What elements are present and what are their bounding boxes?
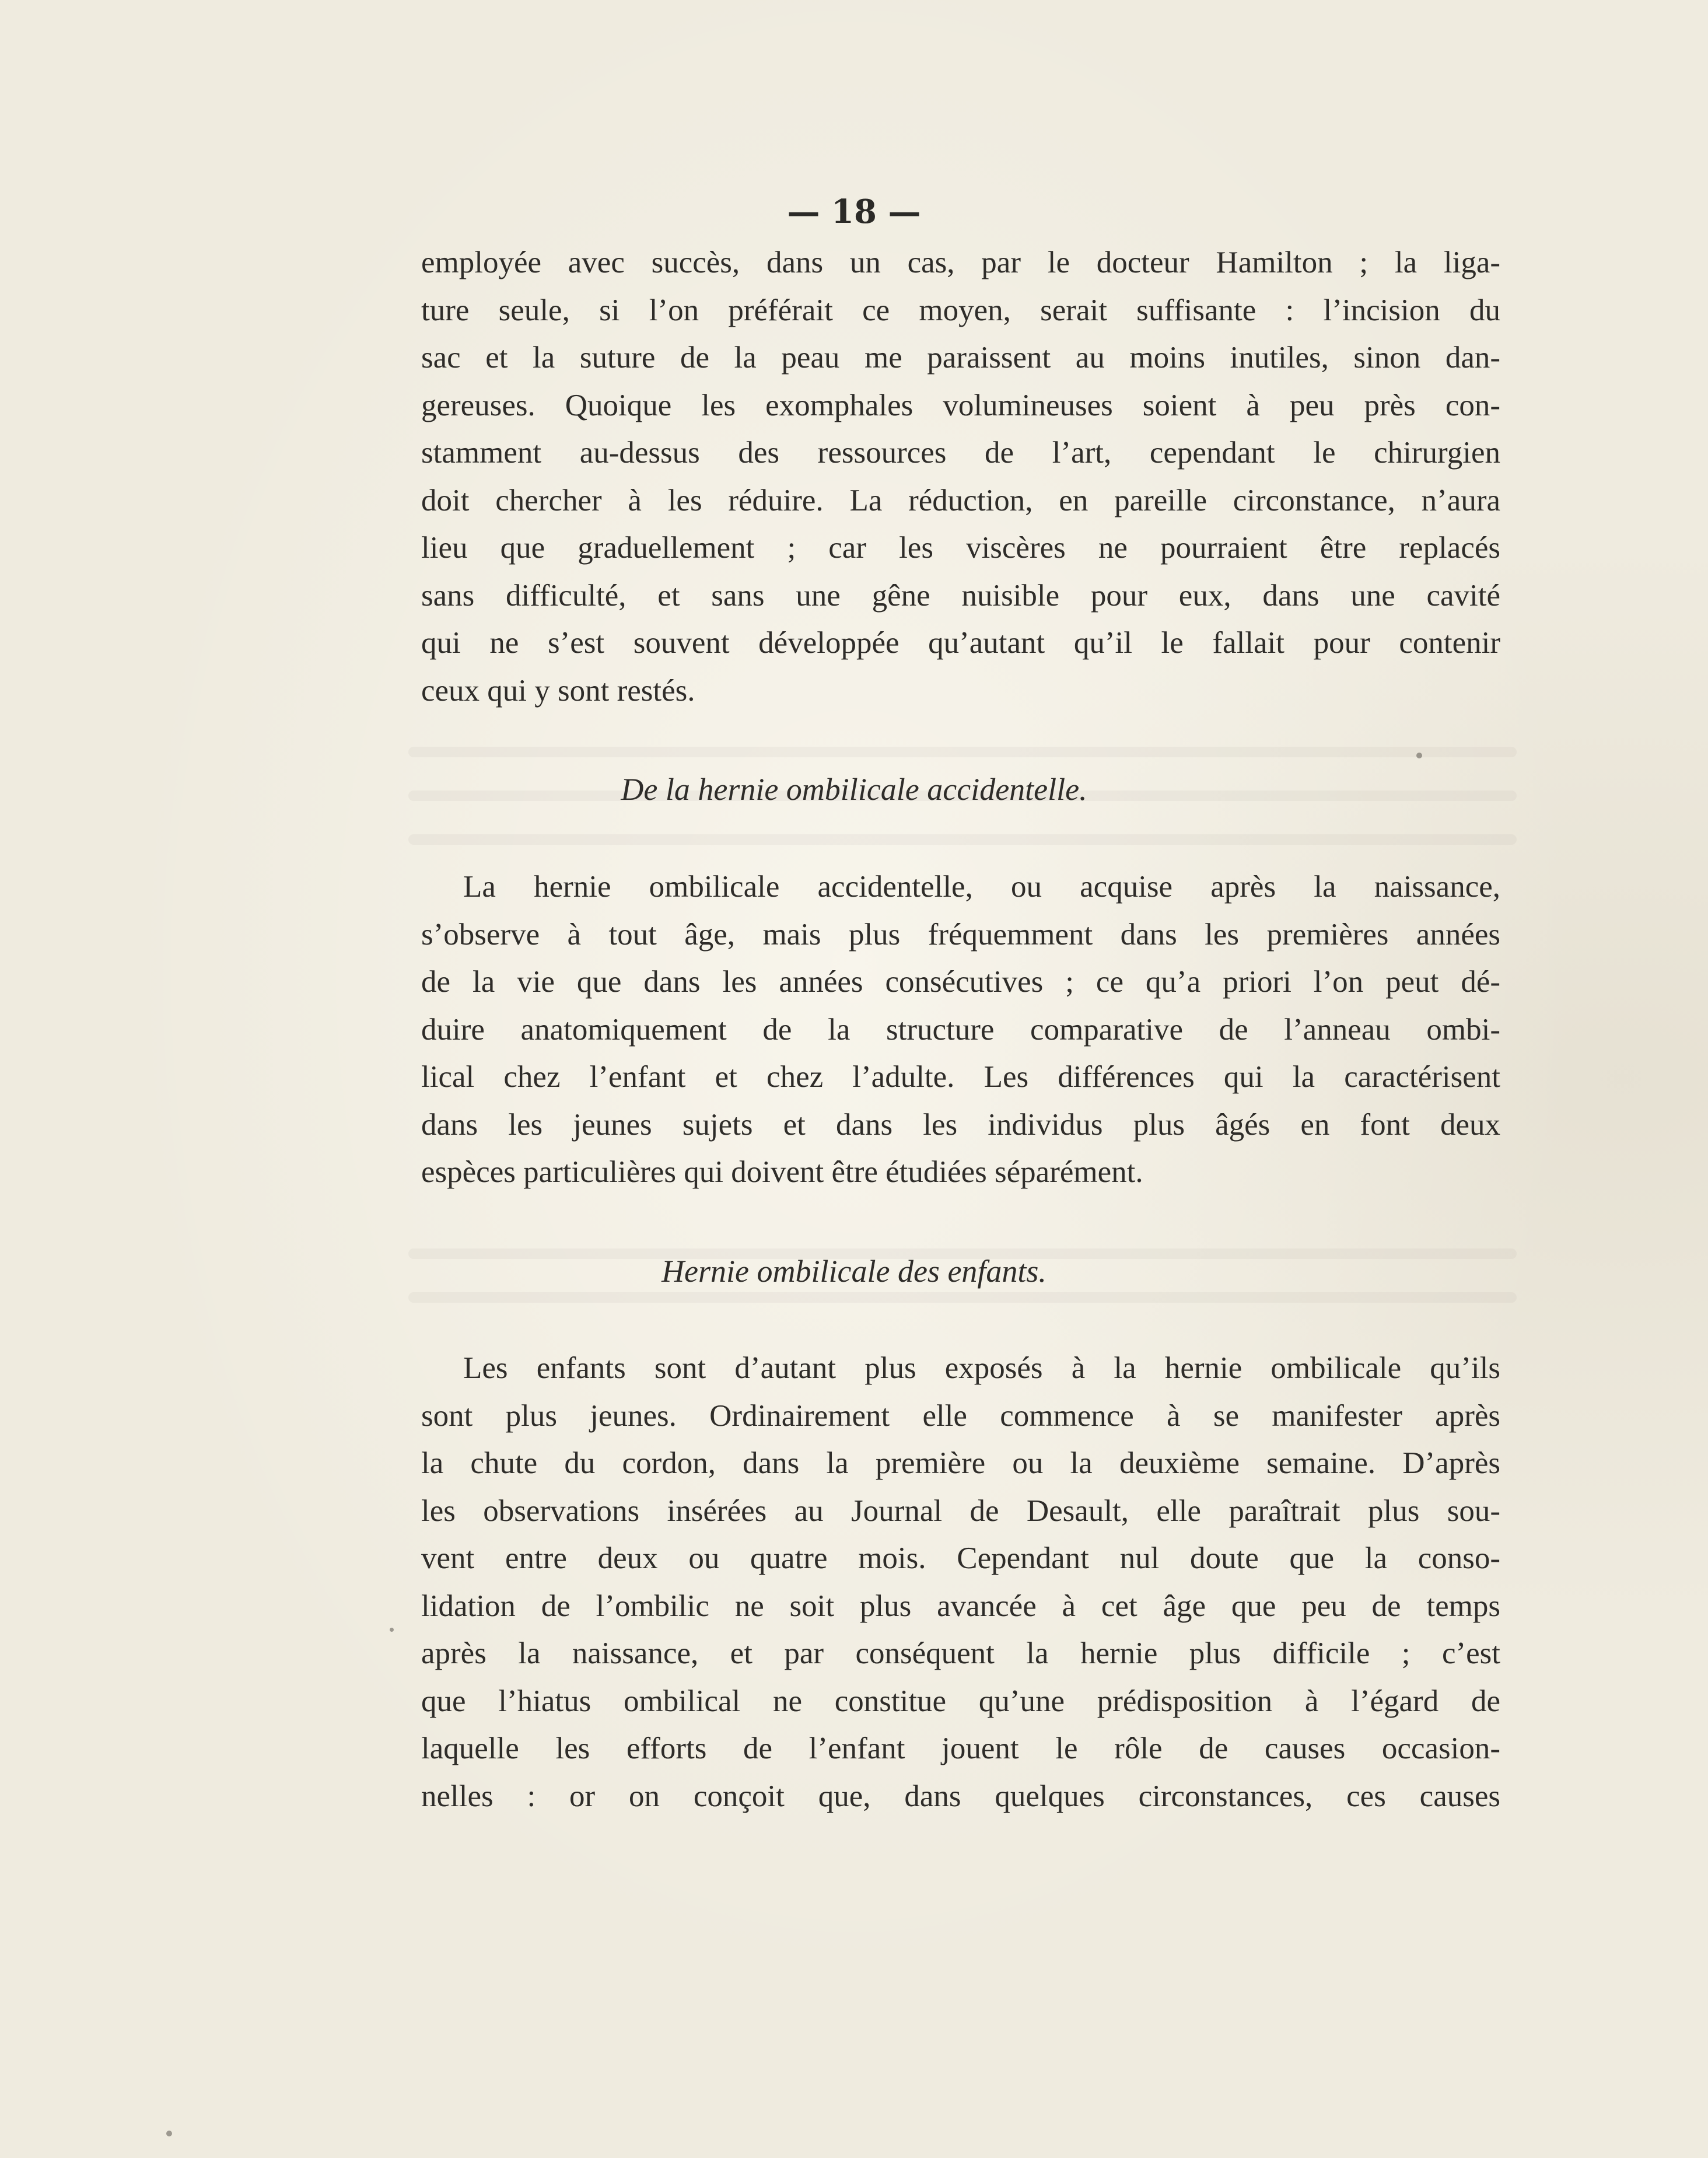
text-line: s’observe à tout âge, mais plus fréquemment dans les premières années [421,917,1500,952]
paragraph [421,1345,1500,1820]
paper-speck [390,1628,394,1632]
text-line: qui ne s’est souvent développée qu’autant qu’il le fallait pour contenir [421,626,1500,660]
text-line: ture seule, si l’on préférait ce moyen, serait suffisante : l’incision du [421,293,1500,327]
text-line: Les enfants sont d’autant plus exposés à la hernie ombilicale qu’ils [463,1351,1500,1385]
paper-speck [166,2131,172,2136]
text-line: dans les jeunes sujets et dans les individus plus âgés en font deux [421,1107,1500,1142]
text-line: gereuses. Quoique les exomphales volumineuses soient à peu près con- [421,388,1500,422]
show-through-line [408,1292,1517,1303]
text-line: stamment au-dessus des ressources de l’art, cependant le chirurgien [421,436,1500,470]
paragraph [421,239,1500,715]
text-line: ceux qui y sont restés. [421,673,695,708]
text-line: espèces particulières qui doivent être étudiées séparément. [421,1155,1143,1189]
text-line: duire anatomiquement de la structure comparative de l’anneau ombi- [421,1012,1500,1047]
text-line: lical chez l’enfant et chez l’adulte. Les différences qui la caractérisent [421,1060,1500,1094]
text-line: laquelle les efforts de l’enfant jouent le rôle de causes occasion- [421,1732,1500,1765]
text-line: après la naissance, et par conséquent la hernie plus difficile ; c’est [421,1636,1500,1670]
text-line: de la vie que dans les années consécutives ; ce qu’a priori l’on peut dé- [421,965,1500,999]
text-line: sac et la suture de la peau me paraissent au moins inutiles, sinon dan- [421,341,1500,375]
text-line: sans difficulté, et sans une gêne nuisible pour eux, dans une cavité [421,578,1500,613]
section-heading: De la hernie ombilicale accidentelle. [621,772,1087,807]
text-line: doit chercher à les réduire. La réduction, en pareille circonstance, n’aura [421,483,1500,517]
paragraph [421,863,1500,1197]
text-line: nelles : or on conçoit que, dans quelques circonstances, ces causes [421,1779,1500,1813]
page-number: — 18 — [787,193,921,231]
paper-speck [1416,753,1422,758]
text-line: vent entre deux ou quatre mois. Cependant nul doute que la conso- [421,1541,1500,1575]
text-line: que l’hiatus ombilical ne constitue qu’une prédisposition à l’égard de [421,1684,1500,1718]
section-heading: Hernie ombilicale des enfants. [662,1254,1046,1289]
text-line: les observations insérées au Journal de Desault, elle paraîtrait plus sou- [421,1494,1500,1528]
text-line: employée avec succès, dans un cas, par le docteur Hamilton ; la liga- [421,246,1500,279]
text-line: la chute du cordon, dans la première ou la deuxième semaine. D’après [421,1446,1500,1480]
text-line: La hernie ombilicale accidentelle, ou acquise après la naissance, [463,870,1500,904]
show-through-line [408,747,1517,757]
show-through-line [408,834,1517,845]
text-line: sont plus jeunes. Ordinairement elle commence à se manifester après [421,1398,1500,1433]
text-line: lidation de l’ombilic ne soit plus avancée à cet âge que peu de temps [421,1589,1500,1623]
text-line: lieu que graduellement ; car les viscères ne pourraient être replacés [421,531,1500,565]
